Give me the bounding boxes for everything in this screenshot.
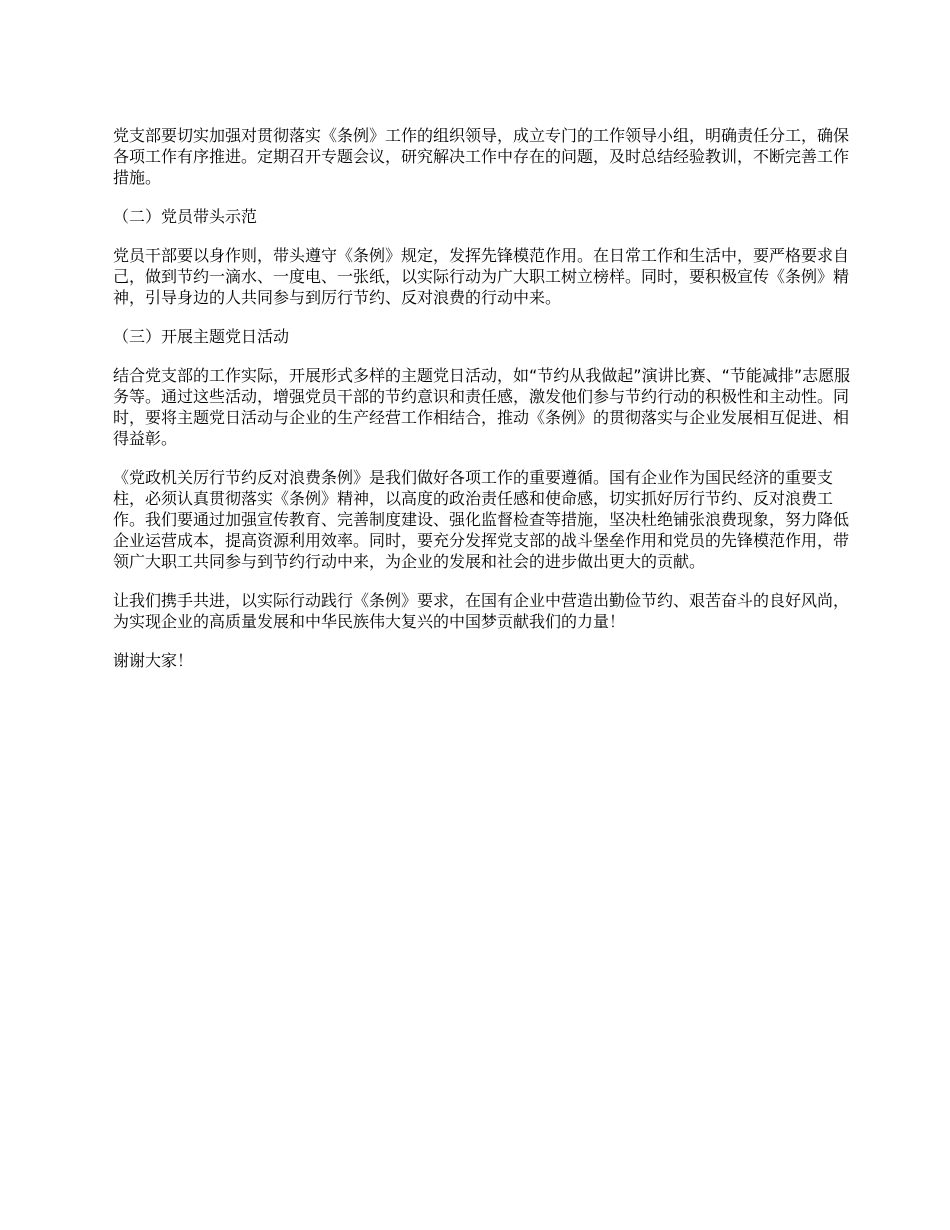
- paragraph-party-members-example: 党员干部要以身作则，带头遵守《条例》规定，发挥先锋模范作用。在日常工作和生活中，要严格要求自己，做到节约一滴水、一度电、一张纸，以实际行动为广大职工树立榜样。同时，要积极宣传《条例》精神，引导身边的人共同参与到厉行节约、反对浪费的行动中来。: [113, 246, 850, 307]
- section-heading-party-members-lead: （二）党员带头示范: [113, 207, 258, 226]
- paragraph-thanks: 谢谢大家！: [113, 651, 194, 670]
- paragraph-theme-party-day: 结合党支部的工作实际，开展形式多样的主题党日活动，如“节约从我做起”演讲比赛、“节能减排”志愿服务等。通过这些活动，增强党员干部的节约意识和责任感，激发他们参与节约行动的积极性和主动性。同时，要将主题党日活动与企业的生产经营工作相结合，推动《条例》的贯彻落实与企业发展相互促进、相得益彰。: [113, 366, 851, 448]
- paragraph-organization-leadership: 党支部要切实加强对贯彻落实《条例》工作的组织领导，成立专门的工作领导小组，明确责任分工，确保各项工作有序推进。定期召开专题会议，研究解决工作中存在的问题，及时总结经验教训，不断完善工作措施。: [113, 126, 850, 187]
- document-body: [113, 125, 853, 689]
- paragraph-call-to-action: 让我们携手共进，以实际行动践行《条例》要求，在国有企业中营造出勤俭节约、艰苦奋斗的良好风尚，为实现企业的高质量发展和中华民族伟大复兴的中国梦贡献我们的力量！: [113, 591, 850, 631]
- section-heading-theme-party-day: （三）开展主题党日活动: [113, 327, 290, 346]
- paragraph-conclusion: 《党政机关厉行节约反对浪费条例》是我们做好各项工作的重要遵循。国有企业作为国民经济的重要支柱，必须认真贯彻落实《条例》精神，以高度的政治责任感和使命感，切实抓好厉行节约、反对浪费工作。我们要通过加强宣传教育、完善制度建设、强化监督检查等措施，坚决杜绝铺张浪费现象，努力降低企业运营成本，提高资源利用效率。同时，要充分发挥党支部的战斗堡垒作用和党员的先锋模范作用，带领广大职工共同参与到节约行动中来，为企业的发展和社会的进步做出更大的贡献。: [113, 468, 850, 571]
